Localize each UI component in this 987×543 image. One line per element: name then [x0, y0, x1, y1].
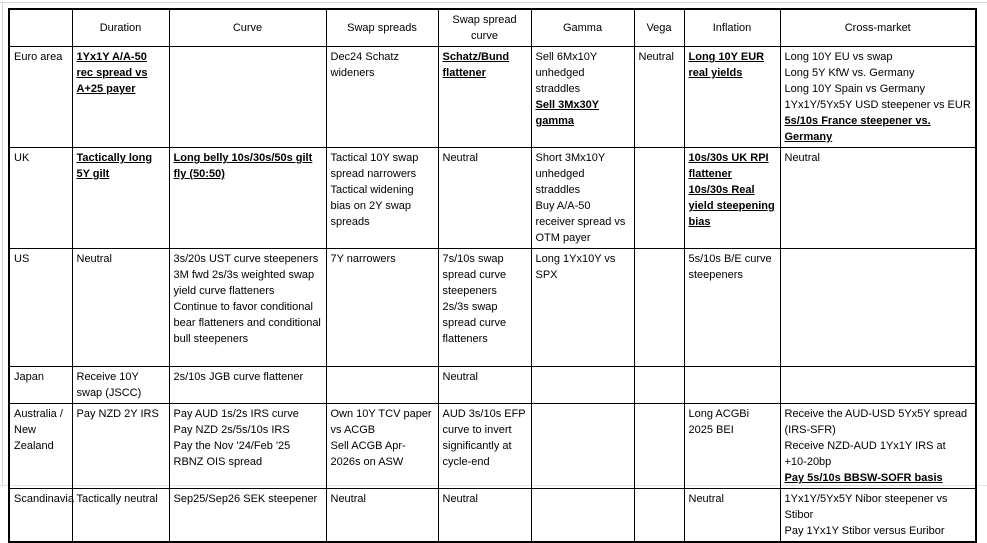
column-header-region — [9, 9, 72, 47]
region-label: Euro area — [14, 51, 63, 63]
strategy-item: Continue to favor conditional bear flatteners and conditional bull steepeners — [173, 301, 321, 345]
strategy-item: Tactically neutral — [76, 493, 158, 505]
strategy-item: Long ACGBi 2025 BEI — [688, 408, 750, 436]
region-cell — [9, 367, 72, 404]
strategy-cell — [684, 404, 780, 489]
column-header-swap-spreads: Swap spreads — [326, 9, 438, 47]
strategy-item: Long 10Y Spain vs Germany — [784, 83, 925, 95]
strategy-item: Neutral — [638, 51, 674, 63]
strategy-item: 2s/10s JGB curve flattener — [173, 371, 304, 383]
strategy-cell — [634, 367, 684, 404]
strategy-item: Sell 6Mx10Y unhedged straddles — [535, 51, 598, 95]
window-left-edge — [2, 2, 3, 486]
strategy-item: Neutral — [688, 493, 724, 505]
column-header-gamma: Gamma — [531, 9, 634, 47]
table-row — [9, 249, 976, 367]
strategy-item: Dec24 Schatz wideners — [330, 51, 399, 79]
strategy-cell — [531, 249, 634, 367]
strategy-item: Buy A/A-50 receiver spread vs OTM payer — [535, 200, 626, 244]
strategy-item: Sell 3Mx30Y gamma — [535, 99, 600, 127]
strategy-cell — [634, 489, 684, 543]
strategy-item: 10s/30s Real yield steepening bias — [688, 184, 775, 228]
strategy-cell — [169, 148, 326, 249]
table-row — [9, 367, 976, 404]
strategy-item: Neutral — [76, 253, 112, 265]
strategy-item: Pay 1Yx1Y Stibor versus Euribor — [784, 525, 945, 537]
strategy-item: Long belly 10s/30s/50s gilt fly (50:50) — [173, 152, 313, 180]
strategy-table — [8, 8, 977, 543]
strategy-item: Long 1Yx10Y vs SPX — [535, 253, 616, 281]
strategy-cell — [531, 367, 634, 404]
column-header-vega: Vega — [634, 9, 684, 47]
strategy-cell — [780, 249, 976, 367]
strategy-cell — [780, 367, 976, 404]
region-cell — [9, 249, 72, 367]
strategy-item: 3s/20s UST curve steepeners — [173, 253, 319, 265]
strategy-item: Receive the AUD-USD 5Yx5Y spread (IRS-SFR) — [784, 408, 968, 436]
strategy-item: Neutral — [784, 152, 820, 164]
table-row — [9, 47, 976, 148]
strategy-cell — [780, 404, 976, 489]
strategy-cell — [326, 489, 438, 543]
strategy-cell — [634, 47, 684, 148]
strategy-cell — [72, 47, 169, 148]
strategy-cell — [438, 47, 531, 148]
strategy-item: Own 10Y TCV paper vs ACGB — [330, 408, 432, 436]
strategy-item: Tactical widening bias on 2Y swap spreads — [330, 184, 414, 228]
strategy-item: Long 5Y KfW vs. Germany — [784, 67, 915, 79]
table-row — [9, 489, 976, 543]
strategy-cell — [780, 489, 976, 543]
strategy-cell — [326, 249, 438, 367]
strategy-cell — [634, 404, 684, 489]
header-row — [9, 9, 976, 47]
strategy-item: Neutral — [442, 152, 478, 164]
strategy-item: 5s/10s B/E curve steepeners — [688, 253, 772, 281]
column-header-duration: Duration — [72, 9, 169, 47]
strategy-cell — [72, 404, 169, 489]
strategy-item: Sell ACGB Apr-2026s on ASW — [330, 440, 406, 468]
strategy-cell — [72, 489, 169, 543]
strategy-cell — [531, 404, 634, 489]
strategy-cell — [72, 148, 169, 249]
strategy-cell — [72, 249, 169, 367]
strategy-cell — [438, 367, 531, 404]
strategy-cell — [684, 148, 780, 249]
table-row — [9, 404, 976, 489]
strategy-cell — [780, 47, 976, 148]
strategy-cell — [169, 367, 326, 404]
strategy-item: AUD 3s/10s EFP curve to invert significantly at cycle-end — [442, 408, 526, 468]
strategy-cell — [438, 148, 531, 249]
region-cell — [9, 404, 72, 489]
strategy-item: 7s/10s swap spread curve steepeners — [442, 253, 507, 297]
strategy-cell — [531, 489, 634, 543]
strategy-cell — [531, 148, 634, 249]
strategy-item: Pay AUD 1s/2s IRS curve — [173, 408, 299, 420]
strategy-cell — [438, 404, 531, 489]
strategy-cell — [326, 47, 438, 148]
table-body — [9, 47, 976, 543]
strategy-item: Pay NZD 2Y IRS — [76, 408, 159, 420]
region-cell — [9, 148, 72, 249]
strategy-cell — [684, 367, 780, 404]
strategy-cell — [169, 489, 326, 543]
table-row — [9, 148, 976, 249]
region-label: US — [14, 253, 30, 265]
strategy-cell — [780, 148, 976, 249]
strategy-item: Neutral — [442, 371, 478, 383]
region-label: Australia / New Zealand — [14, 408, 63, 452]
strategy-item: Long 10Y EU vs swap — [784, 51, 893, 63]
strategy-cell — [634, 249, 684, 367]
strategy-item: Long 10Y EUR real yields — [688, 51, 765, 79]
column-header-curve: Curve — [169, 9, 326, 47]
strategy-item: 1Yx1Y/5Yx5Y USD steepener vs EUR — [784, 99, 971, 111]
window-top-edge — [0, 2, 987, 3]
strategy-item: Receive 10Y swap (JSCC) — [76, 371, 142, 399]
strategy-cell — [438, 489, 531, 543]
strategy-cell — [326, 367, 438, 404]
strategy-cell — [72, 367, 169, 404]
strategy-item: Short 3Mx10Y unhedged straddles — [535, 152, 606, 196]
strategy-item: Pay 5s/10s BBSW-SOFR basis — [784, 472, 943, 484]
region-label: UK — [14, 152, 30, 164]
strategy-item: 2s/3s swap spread curve flatteners — [442, 301, 507, 345]
strategy-cell — [326, 404, 438, 489]
region-cell — [9, 489, 72, 543]
strategy-item: Neutral — [330, 493, 366, 505]
strategy-item: Receive NZD-AUD 1Yx1Y IRS at +10-20bp — [784, 440, 946, 468]
strategy-item: 7Y narrowers — [330, 253, 396, 265]
column-header-cross-market: Cross-market — [780, 9, 976, 47]
strategy-item: 3M fwd 2s/3s weighted swap yield curve flatteners — [173, 269, 315, 297]
strategy-item: Pay the Nov '24/Feb '25 RBNZ OIS spread — [173, 440, 291, 468]
strategy-item: Schatz/Bund flattener — [442, 51, 510, 79]
strategy-cell — [684, 489, 780, 543]
region-label: Scandinavia — [14, 493, 74, 505]
strategy-cell — [684, 47, 780, 148]
strategy-cell — [169, 404, 326, 489]
column-header-inflation: Inflation — [684, 9, 780, 47]
strategy-item: Pay NZD 2s/5s/10s IRS — [173, 424, 290, 436]
strategy-cell — [634, 148, 684, 249]
strategy-cell — [438, 249, 531, 367]
strategy-item: 1Yx1Y A/A-50 rec spread vs A+25 payer — [76, 51, 148, 95]
strategy-item: 10s/30s UK RPI flattener — [688, 152, 769, 180]
strategy-cell — [531, 47, 634, 148]
strategy-item: Tactically long 5Y gilt — [76, 152, 153, 180]
strategy-item: Neutral — [442, 493, 478, 505]
strategy-item: Sep25/Sep26 SEK steepener — [173, 493, 318, 505]
strategy-cell — [684, 249, 780, 367]
strategy-cell — [326, 148, 438, 249]
region-label: Japan — [14, 371, 44, 383]
strategy-item: Tactical 10Y swap spread narrowers — [330, 152, 419, 180]
region-cell — [9, 47, 72, 148]
strategy-item: 1Yx1Y/5Yx5Y Nibor steepener vs Stibor — [784, 493, 948, 521]
strategy-cell — [169, 47, 326, 148]
column-header-swap-spread-curve: Swap spread curve — [438, 9, 531, 47]
strategy-item: 5s/10s France steepener vs. Germany — [784, 115, 931, 143]
strategy-cell — [169, 249, 326, 367]
